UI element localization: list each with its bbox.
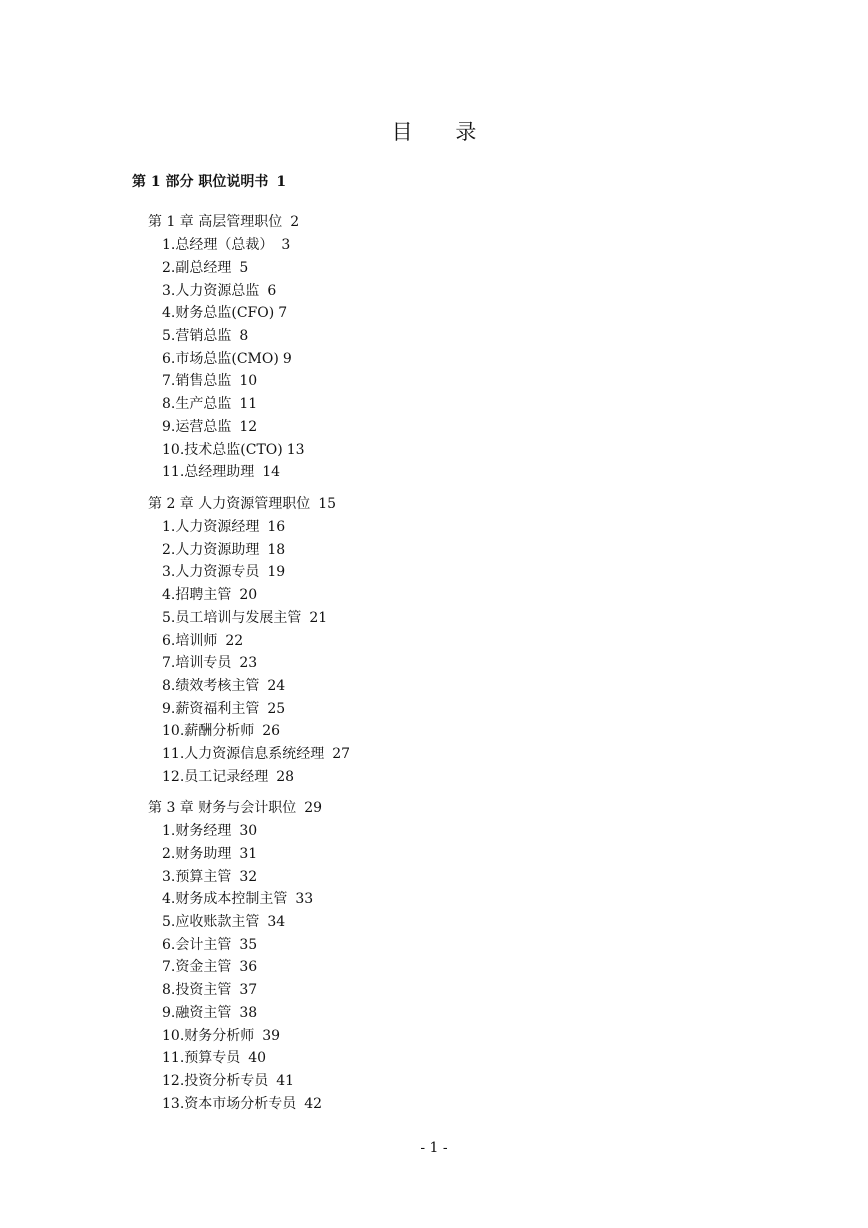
entry-page: 22 (225, 633, 244, 649)
entry-page: 16 (267, 519, 286, 535)
entry-label: 9.薪资福利主管 (162, 701, 260, 717)
entry-page: 13 (286, 442, 305, 458)
toc-title: 目 录 (391, 120, 495, 144)
toc-entry[interactable] (162, 416, 257, 436)
entry-page: 7 (278, 305, 288, 321)
entry-label: 13.资本市场分析专员 (162, 1096, 297, 1112)
entry-label: 10.薪酬分析师 (162, 723, 255, 739)
entry-page: 25 (267, 701, 286, 717)
entry-page: 33 (295, 891, 314, 907)
chapter-heading[interactable] (148, 211, 299, 231)
chapter-page: 2 (290, 214, 300, 230)
chapter-label: 第 3 章 财务与会计职位 (148, 800, 297, 816)
chapter-page: 15 (318, 496, 337, 512)
entry-label: 1.总经理（总裁） (162, 237, 274, 253)
chapter-page: 29 (304, 800, 323, 816)
entry-page: 42 (304, 1096, 323, 1112)
entry-page: 31 (239, 846, 258, 862)
toc-entry[interactable] (162, 302, 287, 322)
entry-page: 35 (239, 937, 258, 953)
entry-page: 14 (262, 464, 281, 480)
entry-label: 4.招聘主管 (162, 587, 232, 603)
entry-page: 10 (239, 373, 258, 389)
chapter-heading[interactable] (148, 493, 336, 513)
entry-page: 23 (239, 655, 258, 671)
entry-label: 3.人力资源总监 (162, 283, 260, 299)
chapter-heading[interactable] (148, 797, 322, 817)
entry-page: 34 (267, 914, 286, 930)
chapter-label: 第 2 章 人力资源管理职位 (148, 496, 311, 512)
entry-label: 12.投资分析专员 (162, 1073, 269, 1089)
entry-page: 18 (267, 542, 286, 558)
toc-entry[interactable] (162, 820, 257, 840)
entry-label: 5.应收账款主管 (162, 914, 260, 930)
toc-entry[interactable] (162, 652, 257, 672)
entry-label: 2.财务助理 (162, 846, 232, 862)
entry-label: 8.生产总监 (162, 396, 232, 412)
entry-label: 7.销售总监 (162, 373, 232, 389)
entry-page: 38 (239, 1005, 258, 1021)
entry-label: 11.预算专员 (162, 1050, 241, 1066)
toc-entry[interactable] (162, 720, 280, 740)
toc-entry[interactable] (162, 698, 285, 718)
entry-page: 5 (239, 260, 249, 276)
toc-entry[interactable] (162, 934, 257, 954)
entry-page: 8 (239, 328, 249, 344)
entry-label: 3.预算主管 (162, 869, 232, 885)
toc-entry[interactable] (162, 461, 280, 481)
page-number: - 1 - (420, 1140, 448, 1156)
entry-label: 10.财务分析师 (162, 1028, 255, 1044)
entry-page: 12 (239, 419, 258, 435)
toc-entry[interactable] (162, 979, 257, 999)
toc-entry[interactable] (162, 280, 276, 300)
entry-label: 9.运营总监 (162, 419, 232, 435)
toc-entry[interactable] (162, 766, 294, 786)
entry-label: 11.人力资源信息系统经理 (162, 746, 325, 762)
part-heading[interactable] (132, 171, 286, 191)
entry-page: 39 (262, 1028, 281, 1044)
toc-entry[interactable] (162, 539, 285, 559)
entry-page: 3 (281, 237, 291, 253)
toc-entry[interactable] (162, 1093, 322, 1113)
entry-label: 6.培训师 (162, 633, 218, 649)
entry-label: 11.总经理助理 (162, 464, 255, 480)
part-page: 1 (276, 174, 287, 190)
toc-entry[interactable] (162, 393, 257, 413)
toc-entry[interactable] (162, 888, 313, 908)
entry-label: 3.人力资源专员 (162, 564, 260, 580)
entry-page: 6 (267, 283, 277, 299)
toc-entry[interactable] (162, 866, 257, 886)
toc-entry[interactable] (162, 1070, 294, 1090)
toc-entry[interactable] (162, 439, 305, 459)
entry-label: 10.技术总监(CTO) (162, 442, 283, 458)
entry-label: 2.副总经理 (162, 260, 232, 276)
entry-page: 21 (309, 610, 328, 626)
toc-entry[interactable] (162, 607, 327, 627)
toc-entry[interactable] (162, 516, 285, 536)
entry-page: 27 (332, 746, 351, 762)
entry-label: 5.员工培训与发展主管 (162, 610, 302, 626)
entry-page: 24 (267, 678, 286, 694)
entry-label: 5.营销总监 (162, 328, 232, 344)
entry-label: 2.人力资源助理 (162, 542, 260, 558)
toc-entry[interactable] (162, 911, 285, 931)
toc-entry[interactable] (162, 234, 290, 254)
entry-page: 36 (239, 959, 258, 975)
toc-entry[interactable] (162, 1002, 257, 1022)
toc-entry[interactable] (162, 348, 292, 368)
toc-entry[interactable] (162, 1047, 266, 1067)
toc-entry[interactable] (162, 675, 285, 695)
part-label: 第 1 部分 职位说明书 (132, 174, 269, 190)
entry-label: 7.资金主管 (162, 959, 232, 975)
entry-page: 19 (267, 564, 286, 580)
entry-page: 20 (239, 587, 258, 603)
entry-label: 12.员工记录经理 (162, 769, 269, 785)
entry-page: 9 (282, 351, 292, 367)
toc-entry[interactable] (162, 956, 257, 976)
entry-page: 26 (262, 723, 281, 739)
entry-page: 30 (239, 823, 258, 839)
chapter-label: 第 1 章 高层管理职位 (148, 214, 283, 230)
entry-page: 41 (276, 1073, 295, 1089)
entry-label: 9.融资主管 (162, 1005, 232, 1021)
entry-label: 6.市场总监(CMO) (162, 351, 279, 367)
toc-entry[interactable] (162, 370, 257, 390)
toc-entry[interactable] (162, 561, 285, 581)
entry-page: 40 (248, 1050, 267, 1066)
toc-entry[interactable] (162, 630, 243, 650)
entry-label: 1.人力资源经理 (162, 519, 260, 535)
entry-page: 28 (276, 769, 295, 785)
entry-label: 7.培训专员 (162, 655, 232, 671)
entry-page: 32 (239, 869, 258, 885)
entry-label: 4.财务总监(CFO) (162, 305, 275, 321)
toc-entry[interactable] (162, 257, 248, 277)
entry-page: 11 (239, 396, 258, 412)
entry-label: 1.财务经理 (162, 823, 232, 839)
entry-page: 37 (239, 982, 258, 998)
toc-entry[interactable] (162, 743, 350, 763)
entry-label: 8.投资主管 (162, 982, 232, 998)
entry-label: 4.财务成本控制主管 (162, 891, 288, 907)
toc-entry[interactable] (162, 843, 257, 863)
entry-label: 6.会计主管 (162, 937, 232, 953)
toc-entry[interactable] (162, 584, 257, 604)
toc-entry[interactable] (162, 1025, 280, 1045)
entry-label: 8.绩效考核主管 (162, 678, 260, 694)
toc-entry[interactable] (162, 325, 248, 345)
